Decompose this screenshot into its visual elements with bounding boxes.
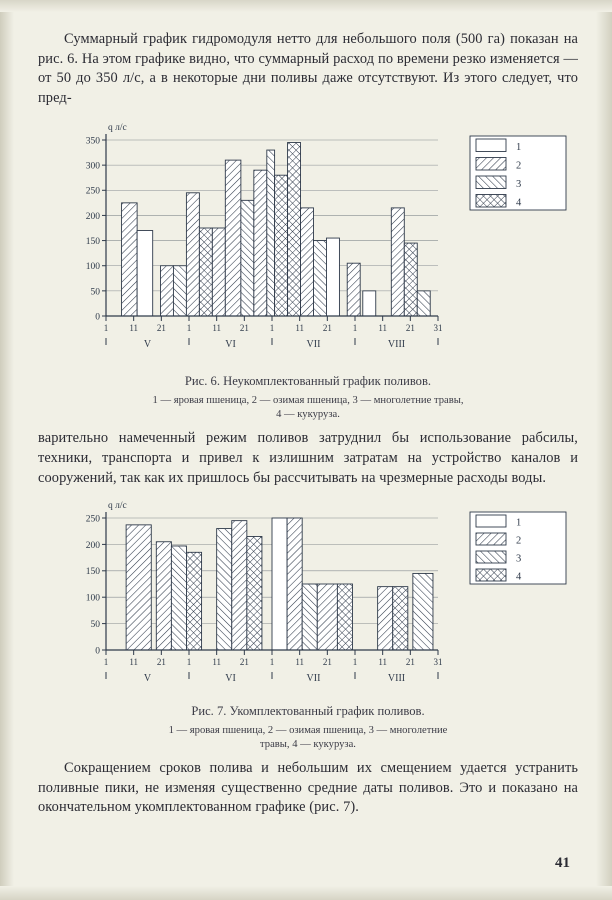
- svg-text:1: 1: [186, 323, 192, 334]
- chart-7-svg: [38, 498, 578, 698]
- svg-text:q л/с: q л/с: [108, 501, 127, 512]
- svg-text:11: 11: [212, 657, 222, 668]
- svg-text:21: 21: [239, 657, 249, 668]
- svg-text:1: 1: [103, 657, 109, 668]
- spacer-2: [38, 751, 578, 759]
- svg-text:1: 1: [516, 142, 522, 154]
- svg-text:150: 150: [85, 567, 100, 578]
- svg-text:1: 1: [516, 517, 522, 529]
- svg-text:2: 2: [516, 160, 522, 172]
- svg-text:21: 21: [322, 323, 332, 334]
- page-edge-right: [596, 0, 612, 900]
- svg-text:21: 21: [405, 657, 415, 668]
- paragraph-2: варительно намеченный режим поливов затруднил бы использование рабсилы, техники, транспорта и привел к излишним затратам на устройство каналов и сооружений, так как их пришлось бы рассчитывать на чрезмерные расходы воды.: [38, 430, 578, 486]
- svg-text:VII: VII: [306, 339, 321, 351]
- figure-7: [38, 498, 578, 751]
- figure-6-legend-note: [38, 394, 578, 421]
- svg-text:11: 11: [295, 657, 305, 668]
- svg-text:3: 3: [516, 553, 522, 565]
- svg-text:V: V: [143, 339, 152, 351]
- svg-text:21: 21: [322, 657, 332, 668]
- chart-6-svg: [38, 118, 578, 368]
- svg-text:VIII: VIII: [387, 673, 406, 685]
- page-edge-left: [0, 0, 14, 900]
- svg-text:21: 21: [239, 323, 249, 334]
- svg-text:4: 4: [516, 197, 522, 209]
- svg-text:1: 1: [186, 657, 192, 668]
- svg-text:4: 4: [516, 571, 522, 583]
- svg-text:3: 3: [516, 179, 522, 191]
- svg-text:1: 1: [269, 657, 275, 668]
- page-edge-top: [0, 0, 612, 12]
- svg-text:VII: VII: [306, 673, 321, 685]
- svg-text:250: 250: [85, 187, 100, 198]
- svg-text:21: 21: [405, 323, 415, 334]
- svg-text:11: 11: [378, 657, 388, 668]
- spacer-1: [38, 421, 578, 429]
- page-number: 41: [555, 855, 570, 871]
- svg-text:150: 150: [85, 237, 100, 248]
- svg-text:0: 0: [95, 312, 100, 323]
- svg-text:11: 11: [129, 323, 139, 334]
- svg-text:350: 350: [85, 136, 100, 147]
- svg-text:31: 31: [433, 323, 443, 334]
- paragraph-3: Сокращением сроков полива и небольшим их смещением удается устранить поливные пики, не изменяя существенно средние даты поливов. Это и показано на окончательном укомплектованном графике (рис. 7).: [38, 760, 578, 816]
- svg-text:1: 1: [269, 323, 275, 334]
- svg-text:0: 0: [95, 646, 100, 657]
- svg-text:250: 250: [85, 514, 100, 525]
- svg-text:50: 50: [90, 620, 100, 631]
- figure-6-legend-note-line2: 4 — кукуруза.: [276, 408, 340, 420]
- svg-text:1: 1: [103, 323, 109, 334]
- svg-text:V: V: [143, 673, 152, 685]
- svg-text:1: 1: [352, 323, 358, 334]
- figure-6-legend-note-line1: 1 — яровая пшеница, 2 — озимая пшеница, 3 — многолетние травы,: [152, 395, 464, 407]
- svg-text:50: 50: [90, 287, 100, 298]
- svg-text:VI: VI: [225, 339, 236, 351]
- figure-6: [38, 118, 578, 421]
- svg-text:VIII: VIII: [387, 339, 406, 351]
- svg-text:11: 11: [212, 323, 222, 334]
- svg-text:21: 21: [156, 657, 166, 668]
- svg-text:100: 100: [85, 593, 100, 604]
- figure-7-caption: Рис. 7. Укомплектованный график поливов.: [191, 704, 425, 719]
- svg-text:31: 31: [433, 657, 443, 668]
- figure-7-legend-note-line2: травы, 4 — кукуруза.: [260, 738, 356, 750]
- svg-text:1: 1: [352, 657, 358, 668]
- svg-text:q л/с: q л/с: [108, 123, 127, 134]
- svg-text:VI: VI: [225, 673, 236, 685]
- figure-7-legend-note-line1: 1 — яровая пшеница, 2 — озимая пшеница, 3 — многолетние: [168, 725, 448, 737]
- svg-text:21: 21: [156, 323, 166, 334]
- chart-figure-6: [38, 118, 578, 368]
- svg-text:200: 200: [85, 540, 100, 551]
- chart-figure-7: [38, 498, 578, 698]
- page-edge-bottom: [0, 886, 612, 900]
- figure-6-caption: Рис. 6. Неукомплектованный график поливов.: [184, 374, 432, 389]
- page-content: [38, 30, 578, 820]
- svg-text:11: 11: [129, 657, 139, 668]
- svg-text:100: 100: [85, 262, 100, 273]
- svg-text:11: 11: [378, 323, 388, 334]
- paragraph-1: Суммарный график гидромодуля нетто для небольшого поля (500 га) показан на рис. 6. На этом графике видно, что суммарный расход по времени резко изменяется — от 50 до 350 л/с, а в некоторые дни поливы даже отсутствуют. Из этого следует, что пред-: [38, 31, 578, 106]
- figure-7-legend-note: [38, 724, 578, 751]
- svg-text:300: 300: [85, 161, 100, 172]
- svg-text:11: 11: [295, 323, 305, 334]
- svg-text:200: 200: [85, 212, 100, 223]
- svg-text:2: 2: [516, 535, 522, 547]
